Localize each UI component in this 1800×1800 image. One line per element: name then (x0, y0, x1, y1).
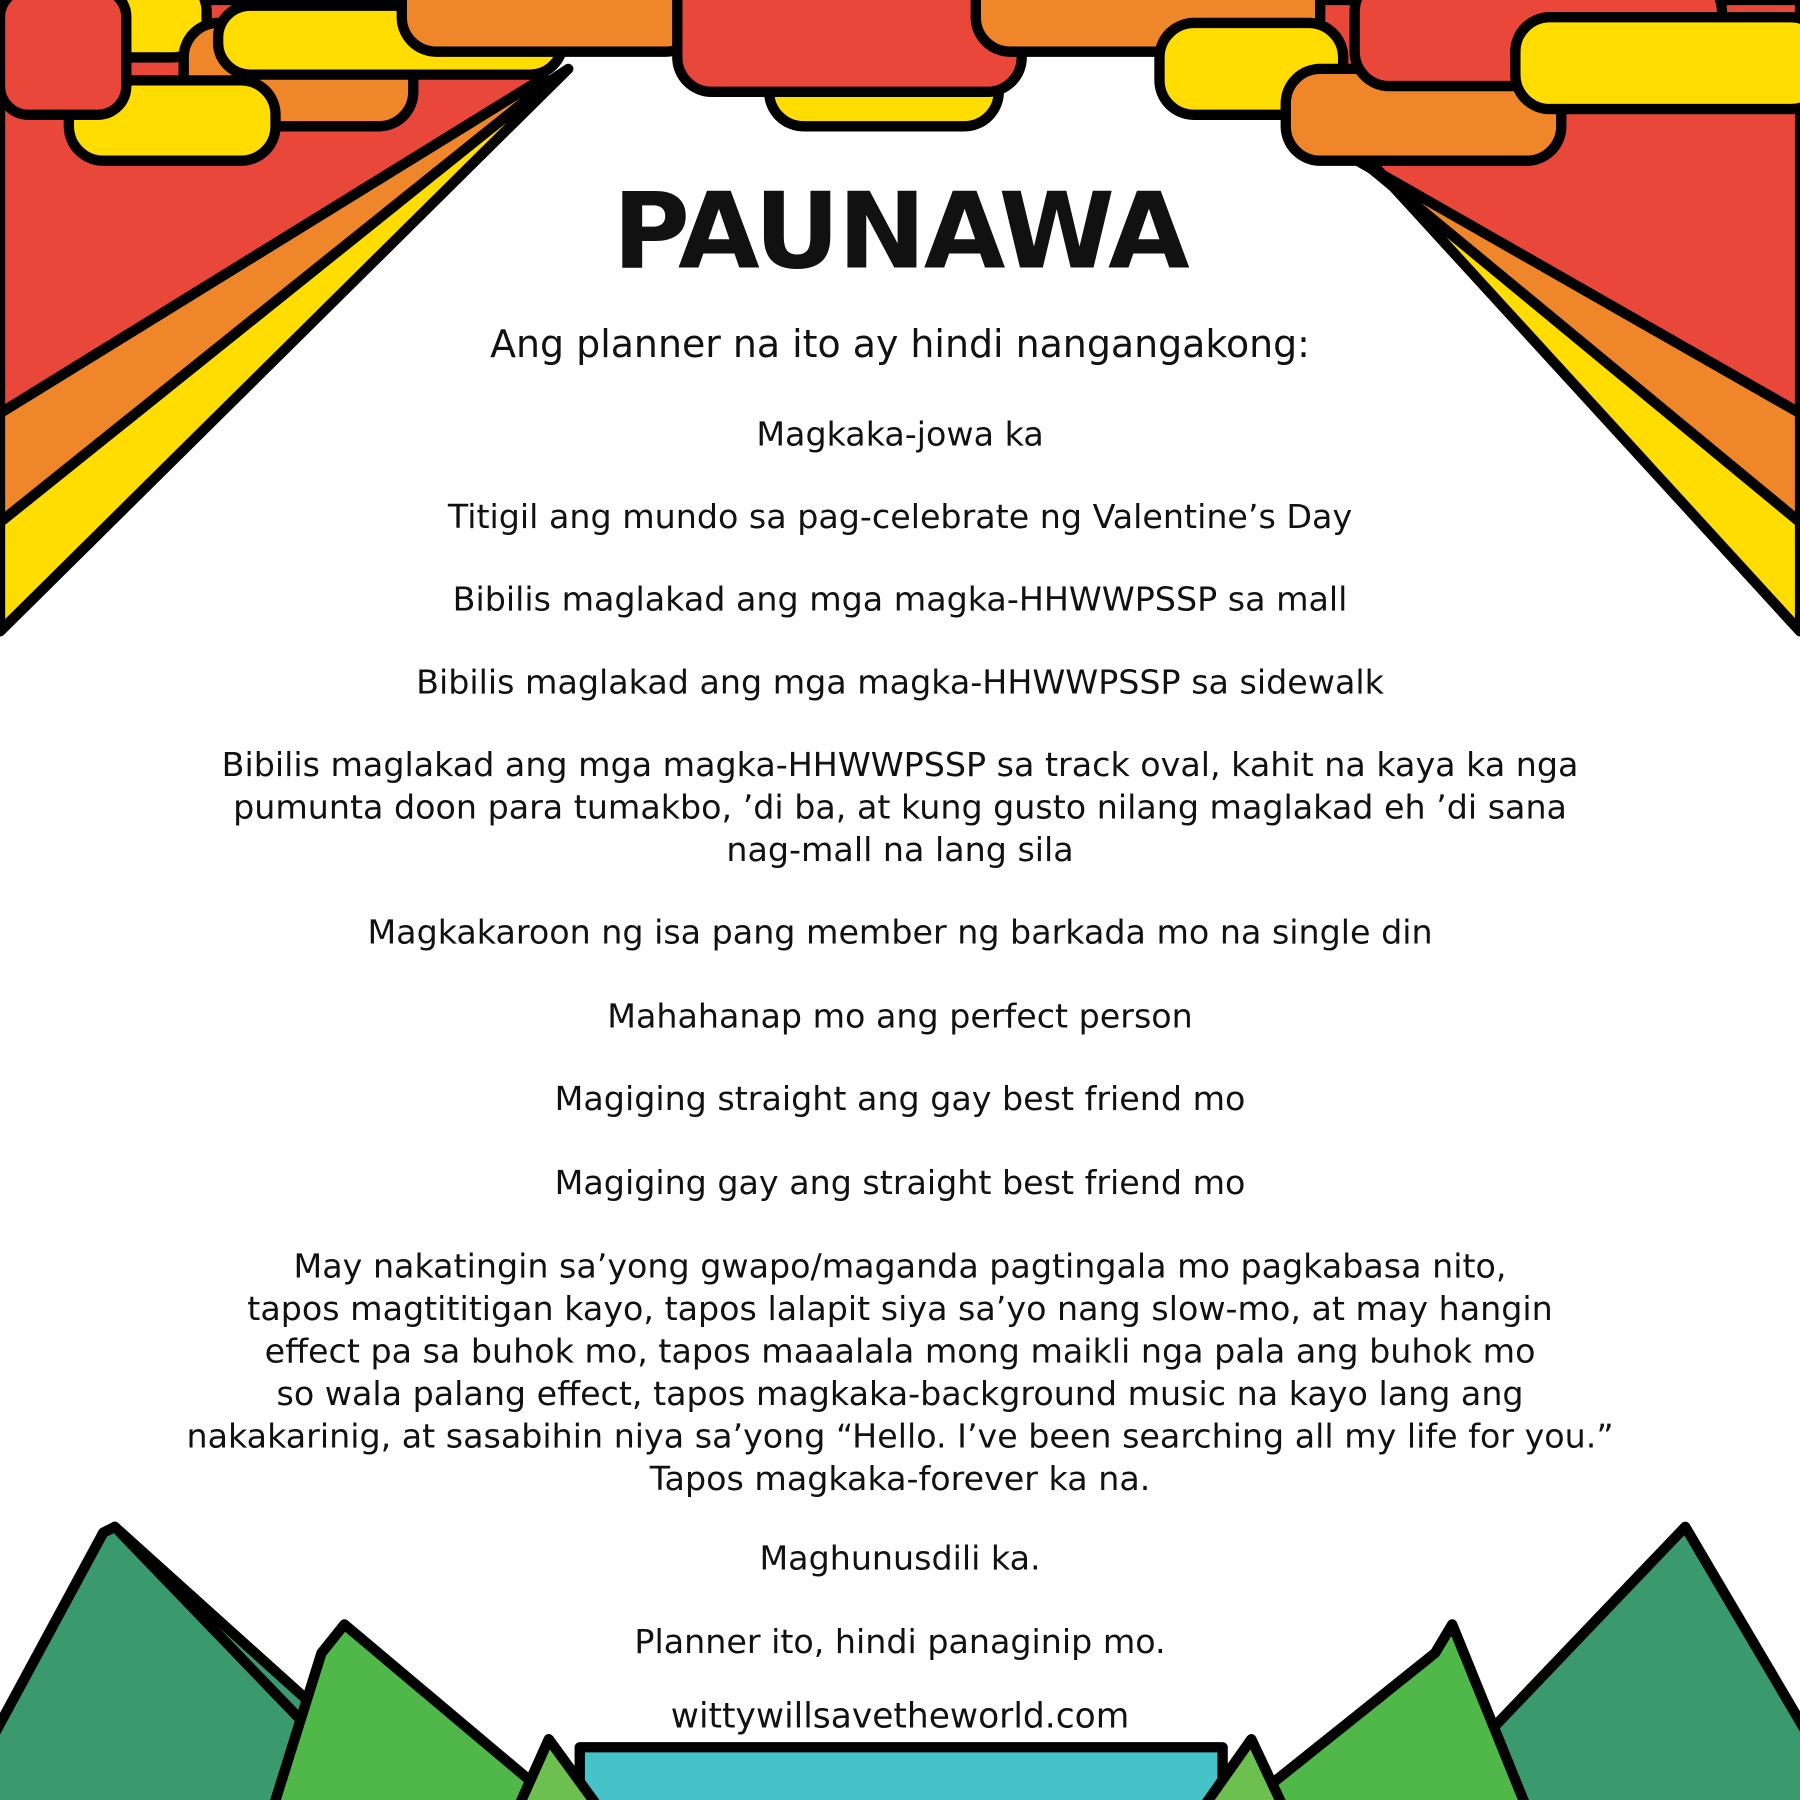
line: pumunta doon para tumakbo, ’di ba, at kung gusto nilang maglakad eh ’di sana (233, 787, 1567, 827)
closing-line: Maghunusdili ka. (759, 1538, 1041, 1578)
list-item: Magiging straight ang gay best friend mo (554, 1079, 1246, 1119)
subtitle: Ang planner na ito ay hindi nangangakong: (490, 321, 1310, 367)
line: Tapos magkaka-forever ka na. (649, 1459, 1151, 1499)
line: tapos magtititigan kayo, tapos lalapit siya sa’yo nang slow-mo, at may hangin (247, 1289, 1553, 1329)
list-item: Magkaka-jowa ka (756, 414, 1044, 454)
page-title: PAUNAWA (612, 169, 1188, 293)
lake (580, 1747, 1223, 1800)
list-item: Magiging gay ang straight best friend mo (554, 1162, 1246, 1202)
closing-line: Planner ito, hindi panaginip mo. (634, 1622, 1166, 1662)
list-item (0, 744, 1800, 871)
list-item: Mahahanap mo ang perfect person (607, 996, 1193, 1036)
line: nakakarinig, at sasabihin niya sa’yong “Hello. I’ve been searching all my life for you.” (186, 1416, 1614, 1456)
clouds (0, 0, 1800, 161)
line: May nakatingin sa’yong gwapo/maganda pagtingala mo pagkabasa nito, (293, 1246, 1507, 1286)
list-item: Bibilis maglakad ang mga magka-HHWWPSSP sa mall (452, 579, 1348, 619)
list-item: Magkakaroon ng isa pang member ng barkada mo na single din (367, 912, 1433, 952)
website-link[interactable]: wittywillsavetheworld.com (670, 1696, 1130, 1737)
list-item: Titigil ang mundo sa pag-celebrate ng Valentine’s Day (447, 497, 1353, 537)
list-item: Bibilis maglakad ang mga magka-HHWWPSSP sa sidewalk (416, 662, 1384, 702)
line: so wala palang effect, tapos magkaka-background music na kayo lang ang (276, 1374, 1524, 1414)
line: nag-mall na lang sila (726, 830, 1074, 870)
list-item (0, 1246, 1800, 1501)
line: Bibilis maglakad ang mga magka-HHWWPSSP sa track oval, kahit na kaya ka nga (221, 745, 1579, 785)
line: effect pa sa buhok mo, tapos maaalala mong maikli nga pala ang buhok mo (264, 1331, 1536, 1371)
